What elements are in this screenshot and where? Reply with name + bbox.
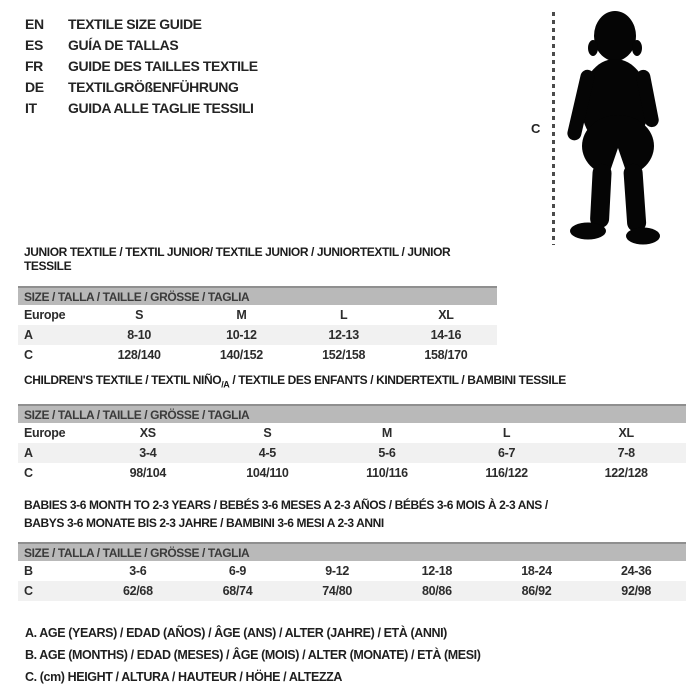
table-cell: 98/104 [129, 466, 167, 481]
table-row-height [18, 345, 497, 365]
row-label: B [24, 564, 33, 578]
lang-row-it [25, 97, 258, 118]
height-dashed-line [552, 12, 555, 245]
note-age-months: B. AGE (MONTHS) / EDAD (MESES) / ÂGE (MOIS) / ALTER (MONATE) / ETÀ (MESI) [25, 648, 481, 662]
note-age-years: A. AGE (YEARS) / EDAD (AÑOS) / ÂGE (ANS) / ALTER (JAHRE) / ETÀ (ANNI) [25, 626, 447, 640]
table-cell: 110/116 [366, 466, 408, 481]
lang-code: EN [25, 15, 44, 32]
table-row-europe [18, 423, 686, 443]
table-cell: 92/98 [621, 584, 652, 598]
table-cell: 9-12 [325, 564, 350, 578]
row-label: C [24, 348, 33, 362]
table-cell: 4-5 [258, 446, 276, 461]
table-cell: 3-4 [139, 446, 157, 461]
baby-silhouette-icon [558, 6, 673, 246]
lang-title: GUIDE DES TAILLES TEXTILE [68, 57, 258, 74]
lang-row-en [25, 13, 258, 34]
table-cell: S [263, 426, 272, 441]
table-cell: L [339, 308, 348, 322]
table-cell: 122/128 [604, 466, 648, 481]
table-cell: 6-7 [497, 446, 516, 461]
table-row-height [18, 463, 686, 483]
table-cell: 6-9 [228, 564, 247, 578]
lang-code: FR [25, 57, 43, 74]
table-row-europe [18, 305, 497, 325]
table-row-height [18, 581, 686, 601]
language-list [25, 13, 258, 118]
lang-row-es [25, 34, 258, 55]
lang-title: GUÍA DE TALLAS [68, 36, 179, 53]
table-cell: 86/92 [521, 584, 552, 598]
row-label: A [24, 446, 33, 461]
table-cell: M [381, 426, 393, 441]
lang-code: DE [25, 78, 44, 95]
table-cell: S [135, 308, 144, 322]
table-cell: 18-24 [521, 564, 552, 578]
table-title: JUNIOR TEXTILE / TEXTIL JUNIOR/ TEXTILE JUNIOR / JUNIORTEXTIL / JUNIOR TESSILE [24, 245, 451, 273]
table-cell: XL [438, 308, 454, 322]
table-row-months [18, 561, 686, 581]
lang-code: ES [25, 36, 43, 53]
lang-title: TEXTILE SIZE GUIDE [68, 15, 202, 32]
table-cell: 140/152 [219, 348, 263, 362]
table-cell: 3-6 [129, 564, 147, 578]
legend-notes [25, 626, 481, 692]
size-header-text: SIZE / TALLA / TAILLE / GRÖSSE / TAGLIA [24, 545, 250, 560]
table-cell: 104/110 [246, 466, 289, 481]
title-subscript: /A [221, 379, 230, 390]
lang-title: TEXTILGRÖßENFÜHRUNG [68, 78, 239, 95]
size-header-bar [18, 404, 686, 423]
table-cell: 80/86 [421, 584, 452, 598]
table-cell: 128/140 [117, 348, 161, 362]
table-cell: 74/80 [322, 584, 353, 598]
table-cell: L [502, 426, 511, 441]
table-row-age [18, 325, 497, 345]
table-title: BABIES 3-6 MONTH TO 2-3 YEARS / BEBÉS 3-6 MESES A 2-3 AÑOS / BÉBÉS 3-6 MOIS À 2-3 ANS / BABYS 3-6 MONATE BIS 2-3 JAHRE / BAMBINI 3-6 MESI A 2-3 ANNI [24, 498, 548, 530]
table-row-age [18, 443, 686, 463]
table-cell: 116/122 [485, 466, 528, 481]
babies-textile-table [18, 496, 686, 601]
size-header-text: SIZE / TALLA / TAILLE / GRÖSSE / TAGLIA [24, 289, 250, 304]
table-cell: 7-8 [617, 446, 635, 461]
table-cell: XS [139, 426, 156, 441]
table-cell: XL [618, 426, 634, 441]
table-cell: 152/158 [322, 348, 366, 362]
table-cell: 5-6 [378, 446, 396, 461]
table-title: CHILDREN'S TEXTILE / TEXTIL $NIÑO_{/A}$ / TEXTILE DES ENFANTS / KINDERTEXTIL / BAMBINI TESSILE [24, 373, 566, 390]
note-height: C. (cm) HEIGHT / ALTURA / HAUTEUR / HÖHE / ALTEZZA [25, 670, 343, 684]
table-cell: 10-12 [226, 328, 257, 342]
row-label: Europe [24, 426, 66, 441]
lang-row-fr [25, 55, 258, 76]
row-label: C [24, 466, 33, 481]
lang-code: IT [25, 99, 37, 116]
lang-row-de [25, 76, 258, 97]
table-cell: 8-10 [127, 328, 152, 342]
junior-textile-table [18, 245, 497, 365]
size-header-text: SIZE / TALLA / TAILLE / GRÖSSE / TAGLIA [24, 407, 250, 422]
height-measure-label: C [531, 121, 541, 136]
row-label: Europe [24, 308, 66, 322]
table-cell: 12-13 [328, 328, 359, 342]
table-cell: 62/68 [122, 584, 153, 598]
size-header-bar [18, 542, 686, 561]
row-label: C [24, 584, 33, 598]
lang-title: GUIDA ALLE TAGLIE TESSILI [68, 99, 254, 116]
row-label: A [24, 328, 33, 342]
table-cell: M [236, 308, 247, 322]
table-cell: 158/170 [424, 348, 468, 362]
table-cell: 14-16 [430, 328, 462, 342]
size-header-bar [18, 286, 497, 305]
table-cell: 24-36 [620, 564, 652, 578]
table-cell: 12-18 [421, 564, 453, 578]
table-cell: 68/74 [222, 584, 253, 598]
childrens-textile-table [18, 373, 686, 483]
